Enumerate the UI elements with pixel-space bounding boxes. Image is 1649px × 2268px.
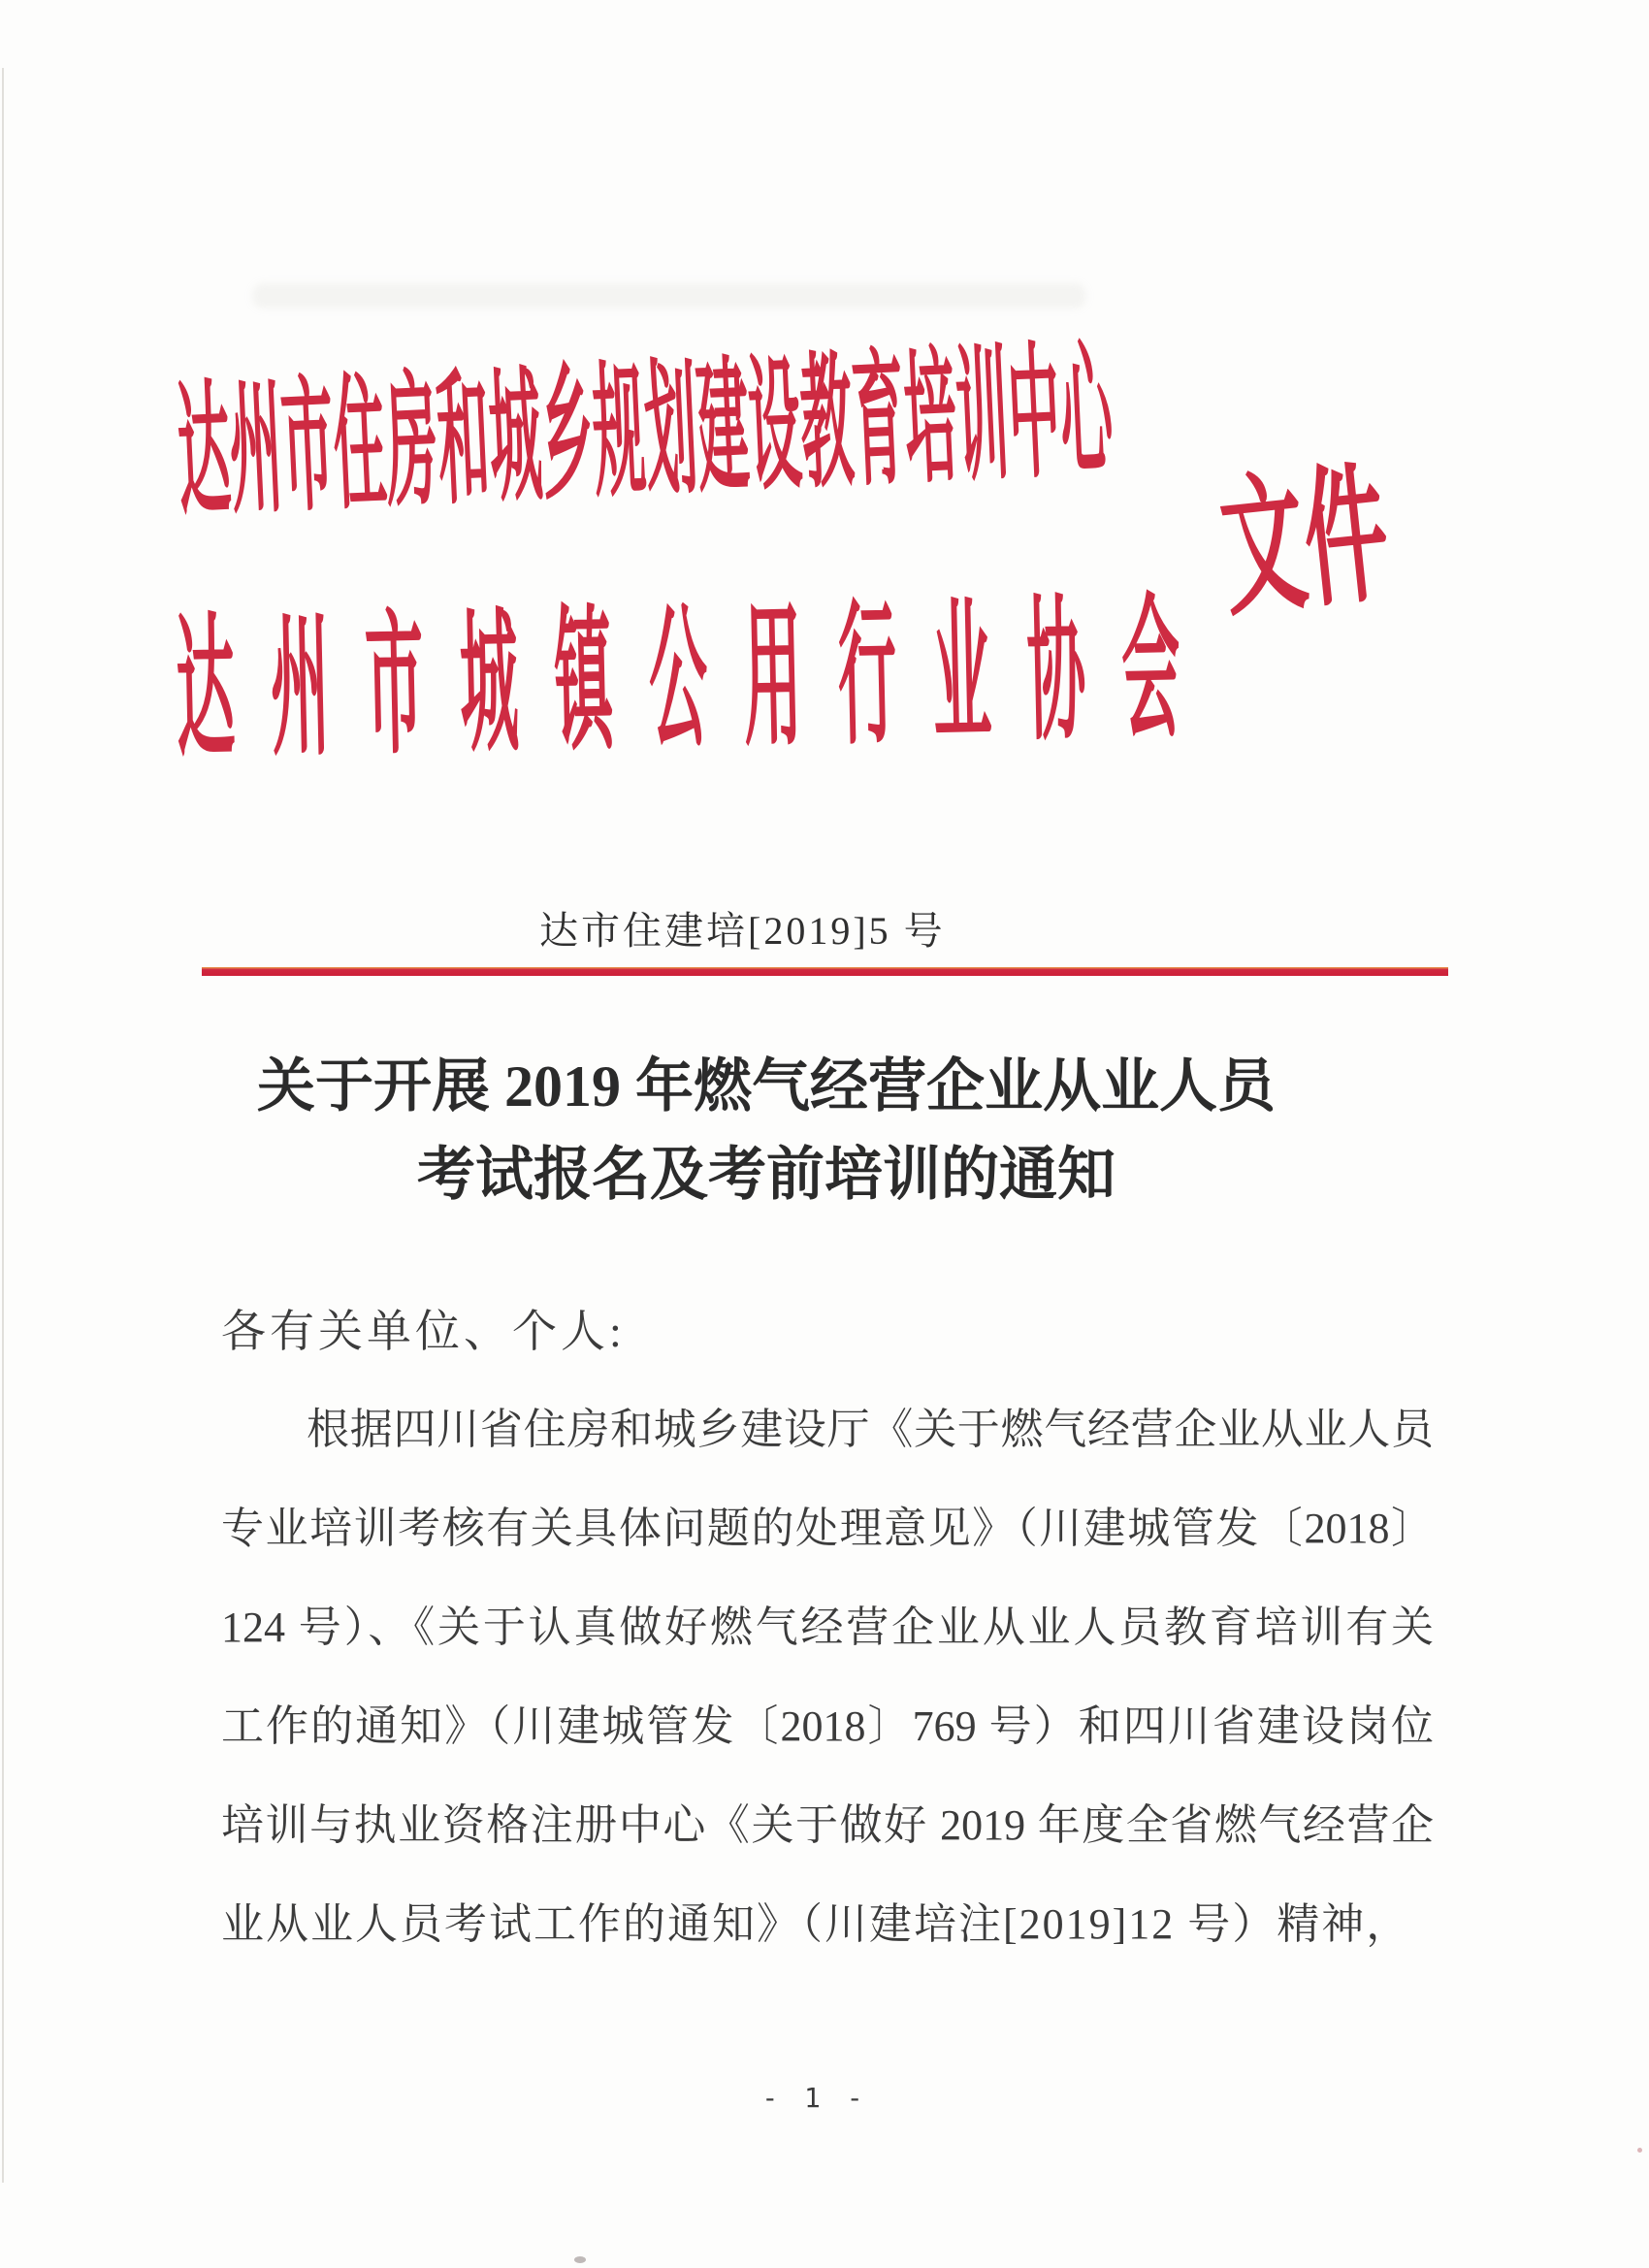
letterhead-doc-type-label: 文件	[1213, 451, 1397, 635]
title-line1: 关于开展 2019 年燃气经营企业从业人员	[257, 1054, 1276, 1118]
scan-speck-bottom	[574, 2256, 586, 2263]
body-line: 培训与执业资格注册中心《关于做好 2019 年度全省燃气经营企	[221, 1801, 1434, 1849]
body-line: 工作的通知》（川建城管发〔2018〕769 号）和四川省建设岗位	[221, 1702, 1434, 1750]
scan-speck-right	[1637, 2148, 1642, 2153]
doc-reference-number: 达市住建培[2019]5 号	[539, 909, 946, 953]
document-title	[146, 1054, 1387, 1207]
title-line2: 考试报名及考前培训的通知	[417, 1143, 1116, 1207]
body-line: 专业培训考核有关具体问题的处理意见》（川建城管发〔2018〕	[221, 1505, 1434, 1552]
letterhead-org-line1: 达州市住房和城乡规划建设教育培训中心	[174, 331, 1116, 535]
salutation: 各有关单位、个人:	[221, 1307, 626, 1356]
scan-edge-artifact	[2, 68, 4, 2183]
scan-smudge-artifact	[252, 283, 1086, 308]
page-number: - 1 -	[761, 2082, 868, 2114]
body-line: 根据四川省住房和城乡建设厅《关于燃气经营企业从业人员	[307, 1406, 1434, 1453]
body-paragraph	[221, 1406, 1434, 2002]
body-line: 业从业人员考试工作的通知》（川建培注[2019]12 号）精神，	[221, 1900, 1411, 1948]
red-separator-rule	[202, 967, 1448, 976]
body-line: 124 号）、《关于认真做好燃气经营企业从业人员教育培训有关	[221, 1604, 1434, 1651]
letterhead-org-line2: 达州市城镇公用行业协会	[174, 582, 1218, 777]
